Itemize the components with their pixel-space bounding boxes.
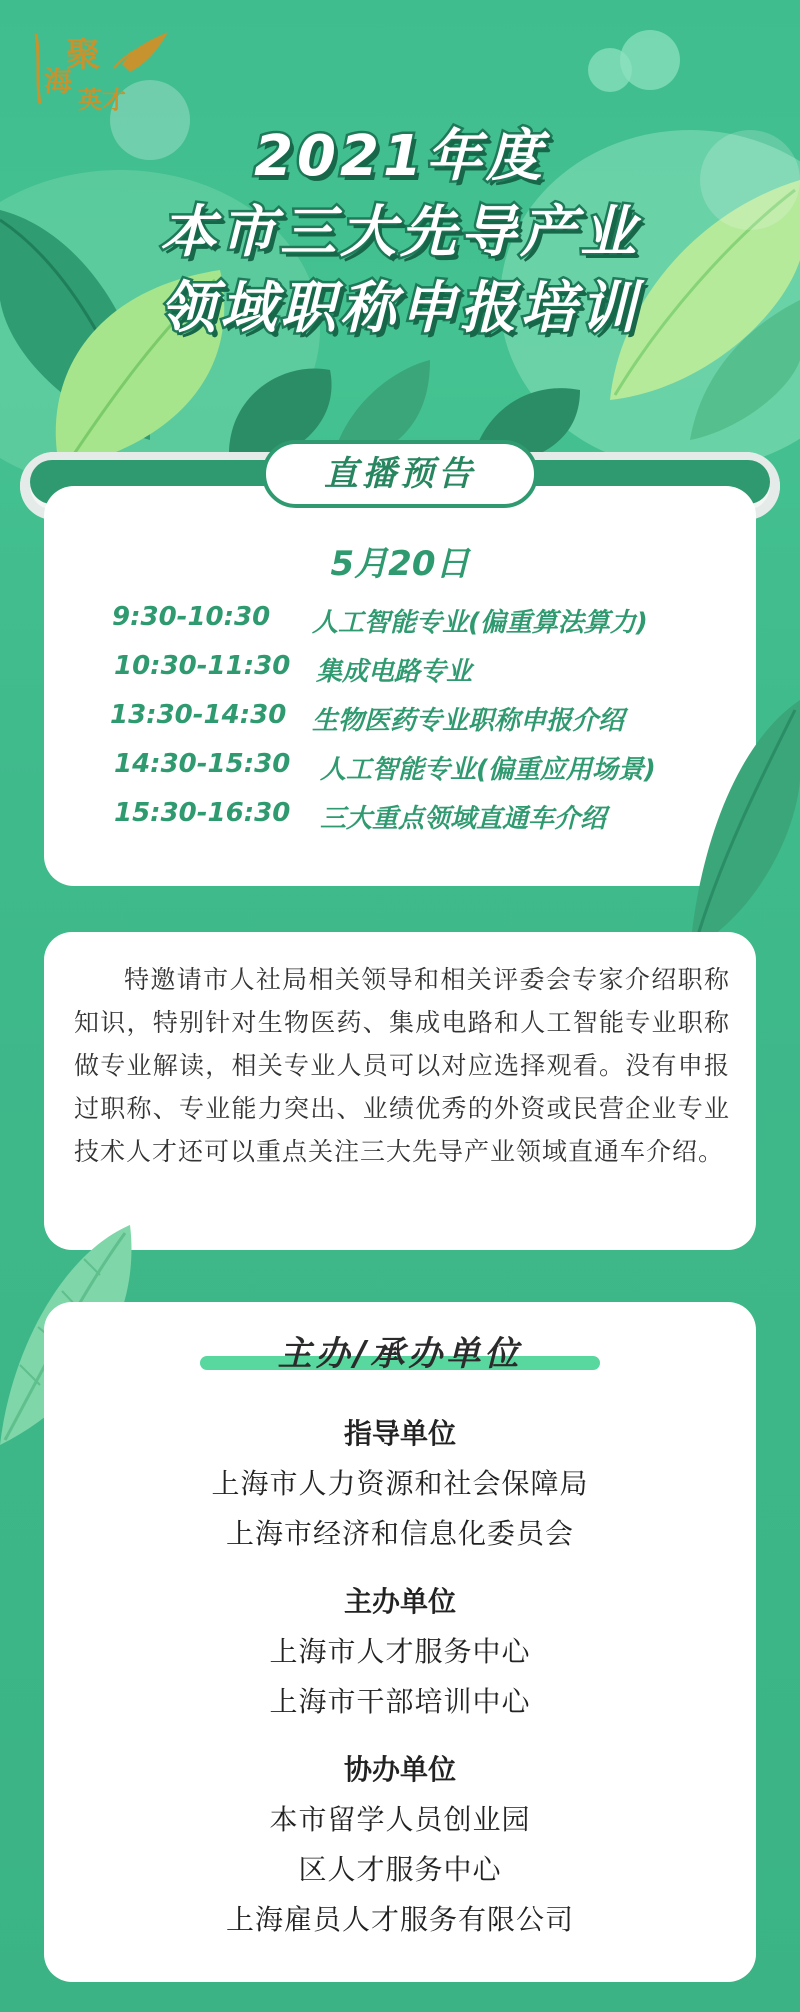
organizer-item: 区人才服务中心 [298,1853,502,1886]
title-year: 2021年度 [254,124,546,189]
schedule-time: 9:30-10:30 [112,602,271,632]
organizer-item: 上海市干部培训中心 [269,1685,531,1718]
schedule-time: 15:30-16:30 [114,798,291,828]
schedule-row [44,798,756,838]
organizer-title: 主办/承办单位 [277,1334,523,1374]
organizer-item: 上海雇员人才服务有限公司 [225,1903,574,1936]
organizer-group-heading: 主办单位 [343,1585,456,1618]
schedule-row [44,602,756,642]
organizer-item: 上海市人才服务中心 [269,1635,531,1668]
schedule-row [44,651,756,691]
logo-char-top: 聚 [66,35,100,75]
organizer-item: 上海市人力资源和社会保障局 [211,1467,589,1500]
live-preview-badge: 直播预告 [262,440,538,508]
schedule-topic: 生物医药专业职称申报介绍 [312,706,625,736]
title-training: 领域职称申报培训 [160,276,640,341]
organizer-group-heading: 指导单位 [343,1417,456,1450]
title-industry: 本市三大先导产业 [160,200,640,265]
intro-paragraph: 特邀请市人社局相关领导和相关评委会专家介绍职称知识，特别针对生物医药、集成电路和人工智能专业职称做专业解读，相关专业人员可以对应选择观看。没有申报过职称、专业能力突出、业绩优秀的外资或民营企业专业技术人才还可以重点关注三大先导产业领域直通车介绍。 [74,965,730,1166]
schedule-topic: 人工智能专业(偏重算法算力) [312,608,648,638]
organizer-item: 上海市经济和信息化委员会 [225,1517,574,1550]
schedule-topic: 三大重点领域直通车介绍 [320,804,607,834]
schedule-topic: 集成电路专业 [316,657,473,687]
schedule-time: 14:30-15:30 [114,749,291,779]
schedule-row [44,749,756,789]
logo-char-bottom: 英才 [78,85,126,114]
schedule-time: 10:30-11:30 [114,651,291,681]
organizer-item: 本市留学人员创业园 [269,1803,531,1836]
schedule-time: 13:30-14:30 [110,700,287,730]
schedule-row [44,700,756,740]
logo [26,24,176,120]
schedule-date: 5月20日 [330,544,470,584]
logo-char-mid: 海 [44,65,73,98]
schedule-topic: 人工智能专业(偏重应用场景) [320,755,656,785]
organizer-group-heading: 协办单位 [343,1753,456,1786]
